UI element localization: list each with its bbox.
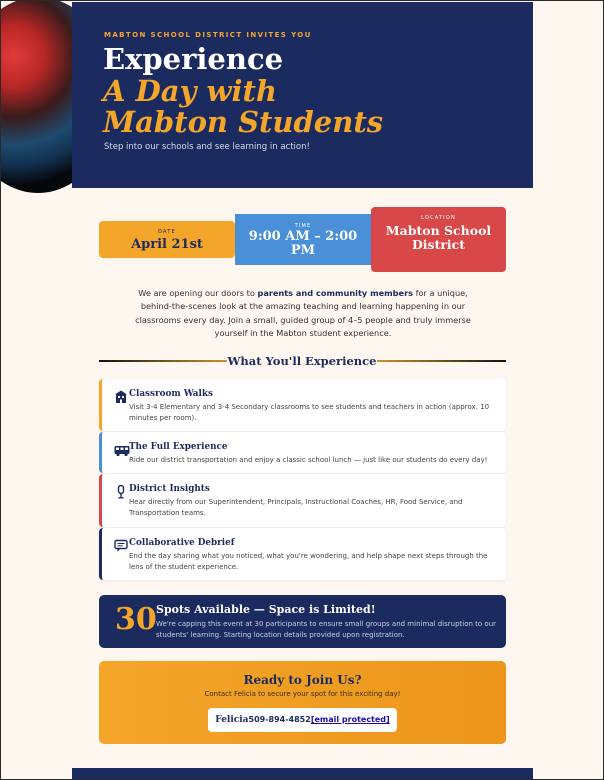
spots-desc: We're capping this event at 30 participants to ensure small groups and minimal disruption to our students' learning. Starting location details provided upon registration. xyxy=(156,620,497,639)
location-label: LOCATION xyxy=(421,215,456,221)
date-value: April 21st xyxy=(131,237,203,252)
section-divider-left xyxy=(99,360,227,362)
hero-title-line3: Mabton Students xyxy=(103,105,384,139)
experience-item-desc: Ride our district transportation and enjoy a classic school lunch — just like our students do every day! xyxy=(129,456,488,464)
spots-title: Spots Available — Space is Limited! xyxy=(156,603,376,616)
experience-item-title: Collaborative Debrief xyxy=(129,538,235,548)
experience-item-full-experience xyxy=(99,432,506,473)
experience-section-title: What You'll Experience xyxy=(227,354,377,368)
flyer-page xyxy=(72,2,533,780)
cta-box xyxy=(99,661,506,744)
experience-item-classroom-walks xyxy=(99,379,506,431)
intro-text-bold: parents and community members xyxy=(257,288,414,298)
location-card xyxy=(371,207,506,272)
intro-text-after: for a unique, behind-the-scenes look at the amazing teaching and learning happening in our classrooms every day. Join a small, guided group of 4–5 people and truly immerse yourself in the Mabton student experience. xyxy=(135,288,471,338)
right-margin xyxy=(531,2,602,780)
section-divider-right xyxy=(377,360,506,362)
experience-item-title: Classroom Walks xyxy=(129,389,213,399)
speech-bubble-icon xyxy=(114,539,128,553)
spots-number: 30 xyxy=(115,602,157,637)
location-value: Mabton School District xyxy=(385,223,492,252)
time-label: TIME xyxy=(294,223,312,229)
microphone-icon xyxy=(114,485,128,499)
experience-item-desc: End the day sharing what you noticed, what you're wondering, and help shape next steps through the lens of the student experience. xyxy=(129,552,488,571)
date-label: DATE xyxy=(158,229,176,235)
experience-item-desc: Visit 3-4 Elementary and 3-4 Secondary classrooms to see students and teachers in action (approx. 10 minutes per room). xyxy=(129,403,490,422)
experience-item-desc: Hear directly from our Superintendent, Principals, Instructional Coaches, HR, Food Service, and Transportation teams. xyxy=(129,498,463,517)
footer-bar xyxy=(72,768,533,780)
time-card xyxy=(235,214,371,265)
time-value: 9:00 AM – 2:00 PM xyxy=(248,229,358,258)
hero-title-line1: Experience xyxy=(103,42,284,76)
cta-desc: Contact Felicia to secure your spot for this exciting day! xyxy=(204,690,401,698)
hero-banner xyxy=(72,2,533,188)
bus-icon xyxy=(114,443,128,457)
intro-paragraph xyxy=(132,287,474,340)
contact-phone[interactable]: 509-894-4852 xyxy=(248,715,311,724)
experience-item-title: District Insights xyxy=(129,484,210,494)
contact-email-link[interactable]: [email protected] xyxy=(310,715,390,724)
cta-title: Ready to Join Us? xyxy=(243,673,362,687)
contact-name: Felicia xyxy=(215,715,249,725)
school-icon xyxy=(114,390,128,404)
hero-kicker: MABTON SCHOOL DISTRICT INVITES YOU xyxy=(104,31,312,39)
experience-item-district-insights xyxy=(99,474,506,527)
intro-text-before: We are opening our doors to xyxy=(138,288,258,298)
spots-banner xyxy=(99,595,506,648)
hero-subtitle: Step into our schools and see learning in action! xyxy=(104,142,310,152)
experience-item-title: The Full Experience xyxy=(129,442,228,452)
hero-title-line2: A Day with xyxy=(103,74,277,108)
experience-item-collaborative-debrief xyxy=(99,528,506,580)
contact-pill xyxy=(208,708,397,732)
date-card xyxy=(99,221,235,258)
